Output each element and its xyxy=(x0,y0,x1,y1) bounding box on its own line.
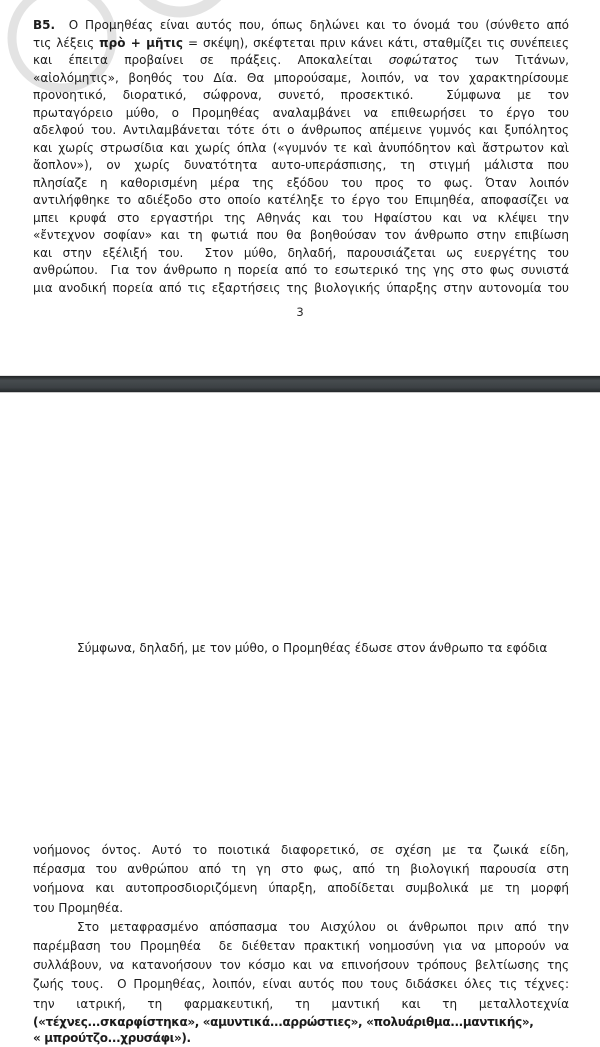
text-line: Β5. Ο Προμηθέας είναι αυτός που, όπως δηλώνει και το όνομά του (σύνθετο από xyxy=(33,18,569,32)
text-line: τις λέξεις πρὸ + μῆτις = σκέψη), σκέφτεται πριν κάνει κάτι, σταθμίζει τις συνέπειες xyxy=(33,35,569,50)
text-line: πρωταγόρειο μύθο, ο Προμηθέας αναλαμβάνει να επιθεωρήσει το έργο του xyxy=(33,105,569,120)
text-line: του Προμηθέα. xyxy=(33,900,124,915)
text-line: νοήμονος όντος. Αυτό το ποιοτικά διαφορετικό, σε σχέση με τα ζωικά είδη, xyxy=(33,843,569,857)
document-page-3 xyxy=(0,0,600,375)
text-line: μπει κρυφά στο εργαστήρι της Αθηνάς και του Ηφαίστου και να κλέψει την xyxy=(33,210,569,225)
text-line: « μπρούτζο...χρυσάφι»). xyxy=(33,1031,191,1046)
page-4-text xyxy=(33,841,569,1047)
text-line: παρέμβαση του Προμηθέα δε διέθεταν πρακτική νοημοσύνη για να μπορούν να xyxy=(33,938,569,953)
text-line: νοήμονα και αυτοπροσδιοριζόμενη ύπαρξη, αποδίδεται συμβολικά με τη μορφή xyxy=(33,881,569,896)
text-line: ανθρώπου. Για τον άνθρωπο η πορεία από το εσωτερικό της γης στο φως συνιστά xyxy=(33,263,569,277)
text-line: και στην εξέλιξή του. Στον μύθο, δηλαδή, παρουσιάζεται ως ευεργέτης του xyxy=(33,245,569,260)
text-line: και χωρίς στρωσίδια και χωρίς όπλα («γυμνόν τε καὶ ἀνυπόδητον καὶ ἄστρωτον καὶ xyxy=(33,140,569,155)
text-line: πλησίαζε η καθορισμένη μέρα της εξόδου του προς το φως. Όταν λοιπόν xyxy=(33,175,569,190)
text-line: μια ανοδική πορεία από τις εξαρτήσεις της βιολογικής ύπαρξης στην αυτονομία του xyxy=(33,280,569,295)
text-line: Στο μεταφρασμένο απόσπασμα του Αισχύλου οι άνθρωποι πριν από την xyxy=(77,919,569,934)
text-line: αδελφού του. Αντιλαμβάνεται τότε ότι ο άνθρωπος απέμεινε γυμνός και ξυπόλητος xyxy=(33,123,569,137)
text-line: πέρασμα του ανθρώπου από τη γη στο φως, από τη βιολογική παρουσία στη xyxy=(33,862,569,877)
text-line: συλλάβουν, να κατανοήσουν τον κόσμο και να επινοήσουν τρόπους βελτίωσης της xyxy=(33,958,569,973)
text-line: προνοητικό, διορατικό, σώφρονα, συνετό, προσεκτικό. Σύμφωνα με τον xyxy=(33,88,569,102)
clipped-text-line xyxy=(33,639,569,658)
page-number: 3 xyxy=(296,305,304,319)
text-line: («τέχνες...σκαρφίστηκα», «αμυντικά...αρρώστιες», «πολυάριθμα...μαντικής», xyxy=(33,1014,534,1029)
text-line: ἄοπλον»), ον χωρίς δυνατότητα αυτο-υπεράσπισης, τη στιγμή μάλιστα που xyxy=(33,158,569,172)
text-line: «ἔντεχνον σοφίαν» και τη φωτιά που θα βοηθούσαν τον άνθρωπο στην επιβίωση xyxy=(33,228,569,242)
text-line: αντιλήφθηκε το αδιέξοδο στο οποίο κατέληξε το έργο του Επιμηθέα, αποφασίζει να xyxy=(33,193,569,207)
text-line: «αἰολόμητις», βοηθός του Δία. Θα μπορούσαμε, λοιπόν, να τον χαρακτηρίσουμε xyxy=(33,70,569,85)
page-separator-band xyxy=(0,375,600,393)
text-line: Σύμφωνα, δηλαδή, με τον μύθο, ο Προμηθέας έδωσε στον άνθρωπο τα εφόδια xyxy=(77,641,548,655)
page-3-text xyxy=(33,17,569,297)
text-line: και έπειτα προβαίνει σε πράξεις. Αποκαλείται σοφώτατος των Τιτάνων, xyxy=(33,53,569,67)
text-line: την ιατρική, τη φαρμακευτική, τη μαντική και τη μεταλλοτεχνία xyxy=(33,996,569,1011)
text-line: ζωής τους. Ο Προμηθέας, λοιπόν, είναι αυτός που τους διδάσκει όλες τις τέχνες: xyxy=(33,977,569,992)
